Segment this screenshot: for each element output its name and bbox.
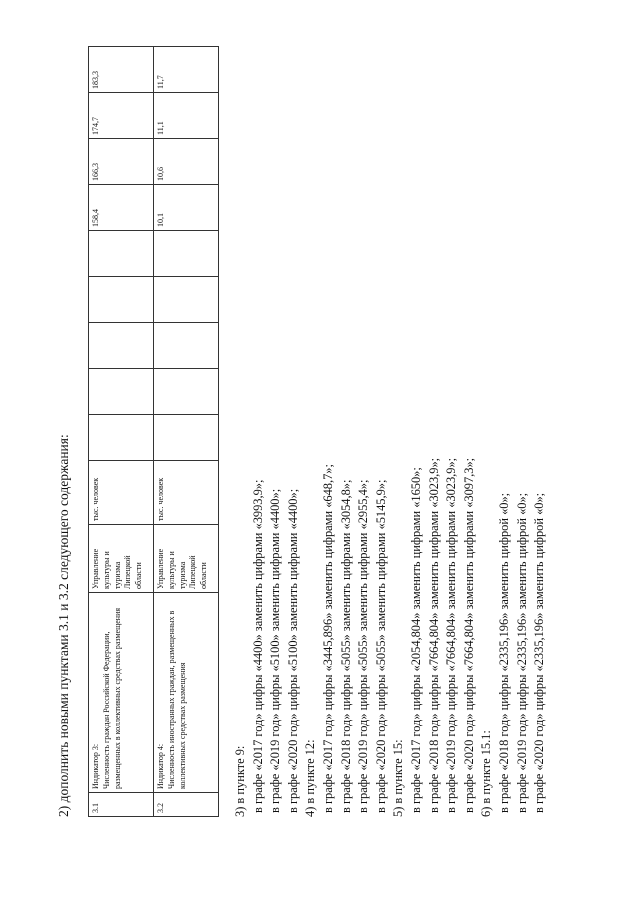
list-item: в графе «2017 год» цифры «4400» заменить цифрами «3993,9»; — [250, 479, 265, 813]
value-cell — [154, 277, 219, 323]
list-item: в графе «2019 год» цифры «5100» заменить цифрами «4400»; — [268, 488, 283, 813]
responsible-executor: Управление культуры и туризма Липецкой области — [89, 525, 154, 593]
list-item: в графе «2018 год» цифры «2335,196» заменить цифрой «0»; — [496, 492, 511, 813]
list-item: 3) в пункте 9: — [233, 745, 247, 817]
list-item: в графе «2017 год» цифры «2054,804» заменить цифрами «1650»; — [408, 467, 423, 813]
list-item: в графе «2018 год» цифры «5055» заменить цифрами «3054,8»; — [338, 479, 353, 813]
list-item: в графе «2020 год» цифры «5055» заменить цифрами «5145,9»; — [373, 479, 388, 813]
value-cell — [89, 323, 154, 369]
table-row — [154, 47, 219, 817]
section-heading: 2) дополнить новыми пунктами 3.1 и 3.2 следующего содержания: — [56, 434, 71, 817]
list-item: в графе «2020 год» цифры «5100» заменить цифрами «4400»; — [285, 488, 300, 813]
row-number: 3.2 — [154, 793, 219, 817]
value-cell — [89, 231, 154, 277]
row-number: 3.1 — [89, 793, 154, 817]
list-item: в графе «2019 год» цифры «2335,196» заменить цифрой «0»; — [514, 492, 529, 813]
list-item: в графе «2020 год» цифры «7664,804» заменить цифрами «3097,3»; — [461, 457, 476, 813]
value-cell — [154, 323, 219, 369]
list-item: в графе «2020 год» цифры «2335,196» заменить цифрой «0»; — [532, 492, 547, 813]
value-cell — [89, 277, 154, 323]
value-cell — [89, 369, 154, 415]
responsible-executor: Управление культуры и туризма Липецкой области — [154, 525, 219, 593]
value-cell — [89, 415, 154, 461]
value-cell: 166,3 — [89, 139, 154, 185]
indicator-name: Индикатор 4: Численность иностранных граждан, размещенных в коллективных средствах размещения — [154, 593, 219, 793]
list-item: 4) в пункте 12: — [303, 739, 318, 817]
value-cell — [154, 231, 219, 277]
value-cell: 174,7 — [89, 93, 154, 139]
indicator-name: Индикатор 3: Численность граждан Российской Федерации, размещенных в коллективных средствах размещения — [89, 593, 154, 793]
value-cell: 11,7 — [154, 47, 219, 93]
value-cell: 158,4 — [89, 185, 154, 231]
value-cell: 10,6 — [154, 139, 219, 185]
value-cell: 11,1 — [154, 93, 219, 139]
value-cell: 183,3 — [89, 47, 154, 93]
indicators-table — [88, 46, 219, 817]
list-item: 6) в пункте 15.1: — [479, 730, 494, 817]
value-cell — [154, 369, 219, 415]
list-item: 5) в пункте 15: — [391, 739, 406, 817]
table-row — [89, 47, 154, 817]
list-item: в графе «2019 год» цифры «5055» заменить цифрами «2955,4»; — [356, 479, 371, 813]
list-item: в графе «2017 год» цифры «3445,896» заменить цифрами «648,7»; — [320, 464, 335, 813]
unit-of-measure: тыс. человек — [154, 461, 219, 525]
value-cell — [154, 415, 219, 461]
list-item: в графе «2018 год» цифры «7664,804» заменить цифрами «3023,9»; — [426, 457, 441, 813]
value-cell: 10,1 — [154, 185, 219, 231]
amendments-list — [232, 458, 549, 817]
list-item: в графе «2019 год» цифры «7664,804» заменить цифрами «3023,9»; — [444, 457, 459, 813]
unit-of-measure: тыс. человек — [89, 461, 154, 525]
